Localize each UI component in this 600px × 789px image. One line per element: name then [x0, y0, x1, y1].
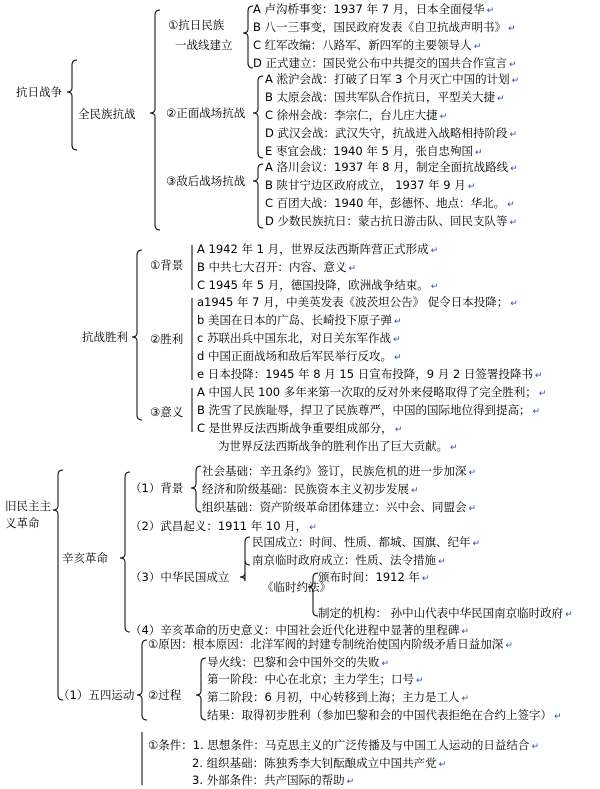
node-text: B 太原会战：国共军队合作抗日，平型关大捷	[265, 90, 496, 104]
node-text: A 1942 年 1 月，世界反法西斯阵营正式形成	[197, 242, 429, 256]
brace-jiuminzhu	[53, 470, 63, 700]
paragraph-mark-icon: ↵	[346, 777, 355, 787]
node-qmz	[78, 107, 136, 121]
node-c4	[265, 214, 517, 230]
node-text: ②胜利	[150, 332, 184, 346]
node-e2	[197, 313, 402, 329]
node-g2	[202, 482, 419, 498]
node-k2	[207, 690, 469, 706]
node-text: ①原因：根本原因：北洋军阀的封建专制统治使国内阶级矛盾日益加深	[148, 637, 504, 651]
paragraph-mark-icon: ↵	[430, 246, 439, 256]
node-text: 全民族抗战	[78, 107, 136, 121]
node-text: C 红军改编：八路军、新四军的主要领导人	[253, 38, 472, 52]
node-l3	[192, 773, 354, 789]
paragraph-mark-icon: ↵	[461, 694, 470, 704]
node-text: 南京临时政府成立：性质、法令措施	[252, 553, 436, 567]
node-c2	[265, 178, 475, 194]
brace-kzsl	[132, 250, 142, 420]
node-kzsl	[82, 330, 128, 344]
node-text: 结果：取得初步胜利（参加巴黎和会的中国代表拒绝在合约上签字）	[207, 708, 552, 722]
node-d1	[197, 242, 438, 258]
paragraph-mark-icon: ↵	[393, 317, 402, 327]
node-text: ①抗日民族	[168, 18, 225, 32]
node-x1	[130, 481, 183, 495]
node-k3	[207, 708, 562, 724]
paragraph-mark-icon: ↵	[392, 335, 401, 345]
paragraph-mark-icon: ↵	[474, 148, 483, 158]
paragraph-mark-icon: ↵	[394, 425, 403, 435]
paragraph-mark-icon: ↵	[532, 407, 541, 417]
node-s3h	[166, 174, 245, 188]
brace-kangri	[67, 60, 77, 150]
node-yy	[150, 405, 183, 419]
paragraph-mark-icon: ↵	[467, 182, 476, 192]
node-text: C 徐州会战：李宗仁，台儿庄大捷	[265, 108, 438, 122]
node-text: 抗战胜利	[82, 330, 128, 344]
node-text: B 洗雪了民族耻辱，捍卫了民族尊严，中国的国际地位得到提高；	[197, 403, 531, 417]
node-e1	[197, 295, 518, 311]
brace-xinhai	[120, 472, 130, 632]
paragraph-mark-icon: ↵	[510, 299, 518, 309]
brace-minguo	[240, 537, 250, 581]
node-i2	[318, 606, 573, 622]
node-b1	[265, 72, 519, 88]
paragraph-mark-icon: ↵	[421, 574, 430, 584]
node-text: 民国成立：时间、性质、都城、国旗、纪年	[252, 535, 471, 549]
node-text: d 中国正面战场和敌后军民举行反攻。	[197, 349, 392, 363]
paragraph-mark-icon: ↵	[486, 6, 495, 16]
node-text: A 中国人民 100 多年来第一次取的反对外来侵略取得了完全胜利；	[197, 385, 537, 399]
node-text: 第二阶段：6 月初，中心转移到上海；主力是工人	[207, 690, 460, 704]
brace-s2	[253, 76, 263, 158]
node-text: 一战线建立	[175, 38, 233, 52]
paragraph-mark-icon: ↵	[381, 659, 390, 669]
paragraph-mark-icon: ↵	[538, 389, 547, 399]
node-text: 辛亥革命	[62, 551, 108, 565]
brace-s1	[243, 6, 253, 68]
paragraph-mark-icon: ↵	[531, 742, 539, 752]
node-text: 《临时约法》	[262, 580, 331, 594]
node-text: 为世界反法西斯战争的胜利作出了巨大贡献。	[218, 439, 448, 453]
node-tj	[148, 738, 539, 754]
node-bj	[150, 258, 183, 272]
paragraph-mark-icon: ↵	[508, 24, 516, 34]
paragraph-mark-icon: ↵	[450, 443, 458, 453]
node-text: 经济和阶级基础：民族资本主义初步发展	[202, 482, 409, 496]
node-h1	[252, 535, 480, 551]
node-c3	[265, 196, 515, 212]
paragraph-mark-icon: ↵	[511, 76, 520, 86]
node-d2	[197, 260, 356, 276]
node-f3	[197, 421, 402, 437]
paragraph-mark-icon: ↵	[468, 504, 477, 514]
node-jmz2	[5, 516, 40, 530]
paragraph-mark-icon: ↵	[472, 539, 481, 549]
node-text: （1）五四运动	[58, 688, 135, 702]
paragraph-mark-icon: ↵	[468, 468, 477, 478]
node-text: ②正面战场抗战	[166, 106, 246, 120]
node-xh	[62, 551, 108, 565]
node-text: ①条件：1. 思想条件：马克思主义的广泛传播及与中国工人运动的日益结合	[148, 738, 530, 752]
node-text: D 少数民族抗日：蒙古抗日游击队、回民支队等	[265, 214, 508, 228]
node-text: A 淞沪会战：打破了日军 3 个月灭亡中国的计划	[265, 72, 510, 86]
node-text: E 枣宜会战：1940 年 5 月，张自忠殉国	[265, 144, 473, 158]
node-j1	[207, 655, 389, 671]
node-i1	[318, 570, 429, 586]
node-text: D 武汉会战：武汉失守，抗战进入战略相持阶段	[265, 126, 508, 140]
brace-quanminzu	[150, 10, 160, 230]
node-text: 3. 外部条件：共产国际的帮助	[192, 773, 345, 787]
node-a3	[253, 38, 481, 54]
node-text: B 八一三事变，国民政府发表《自卫抗战声明书》	[253, 20, 507, 34]
node-text: ③意义	[150, 405, 184, 419]
node-l2	[192, 756, 446, 772]
paragraph-mark-icon: ↵	[505, 641, 513, 651]
node-e3	[197, 331, 401, 347]
node-text: ①背景	[150, 258, 184, 272]
node-gc	[148, 688, 181, 702]
paragraph-mark-icon: ↵	[509, 60, 517, 70]
node-jmz	[5, 499, 51, 513]
paragraph-mark-icon: ↵	[393, 353, 402, 363]
paragraph-mark-icon: ↵	[497, 94, 505, 104]
node-s2h	[166, 106, 245, 120]
node-text: ②过程	[148, 688, 182, 702]
node-text: （2）武昌起义：1911 年 10 月，	[130, 519, 308, 533]
node-d3	[197, 278, 438, 294]
node-e4	[197, 349, 402, 365]
paragraph-mark-icon: ↵	[461, 627, 469, 637]
node-text: b 美国在日本的广岛、长崎投下原子弹	[197, 313, 392, 327]
node-text: （1）背景	[130, 481, 184, 495]
node-h2	[252, 553, 446, 569]
node-a2	[253, 20, 516, 36]
node-text: 社会基础：辛丑条约》签订，民族危机的进一步加深	[202, 464, 467, 478]
node-c1	[265, 160, 518, 176]
node-text: A 卢沟桥事变：1937 年 7 月，日本全面侵华	[253, 2, 485, 16]
node-f2	[197, 403, 540, 419]
node-b3	[265, 108, 447, 124]
node-ws	[58, 688, 134, 702]
paragraph-mark-icon: ↵	[565, 610, 573, 620]
node-k1	[207, 672, 424, 688]
paragraph-mark-icon: ↵	[430, 282, 439, 292]
paragraph-mark-icon: ↵	[416, 676, 424, 686]
node-text: a1945 年 7 月，中美英发表《波茨坦公告》 促令日本投降；	[197, 295, 509, 309]
node-s1h	[168, 18, 224, 32]
node-f1	[197, 385, 546, 401]
node-text: c 苏联出兵中国东北，对日关东军作战	[197, 331, 391, 345]
node-g1	[202, 464, 476, 480]
node-text: C 是世界反法西斯战争重要组成部分，	[197, 421, 393, 435]
paragraph-mark-icon: ↵	[509, 218, 518, 228]
node-text: （3）中华民国成立	[130, 570, 230, 584]
node-e5	[197, 367, 542, 383]
node-text: （4）辛亥革命的历史意义：中国社会近代化进程中显著的里程碑	[130, 623, 460, 637]
node-text: 第一阶段：中心在北京；主力学生；口号	[207, 672, 414, 686]
paragraph-mark-icon: ↵	[509, 130, 518, 140]
paragraph-mark-icon: ↵	[534, 371, 543, 381]
node-text: B 陕甘宁边区政府成立， 1937 年 9 月	[265, 178, 466, 192]
node-text: 颁布时间：1912 年	[318, 570, 420, 584]
paragraph-mark-icon: ↵	[439, 112, 448, 122]
paragraph-mark-icon: ↵	[507, 200, 515, 210]
paragraph-mark-icon: ↵	[510, 164, 518, 174]
node-f4	[218, 439, 458, 455]
node-text: D 正式建立：国民党公布中共提交的国共合作宣言	[253, 56, 508, 70]
node-a1	[253, 2, 494, 18]
paragraph-mark-icon: ↵	[554, 712, 562, 722]
node-text: B 中共七大召开：内容、意义	[197, 260, 347, 274]
node-text: 导火线：巴黎和会中国外交的失败	[207, 655, 380, 669]
node-b4	[265, 126, 517, 142]
node-text: 抗日战争	[16, 85, 62, 99]
node-text: 旧民主主	[5, 499, 51, 513]
brace-x-beijing	[191, 466, 201, 512]
node-b5	[265, 144, 483, 160]
node-text: e 日本投降：1945 年 8 月 15 日宣布投降，9 月 2 日签署投降书	[197, 367, 533, 381]
node-sl	[150, 332, 183, 346]
node-text: 义革命	[5, 516, 40, 530]
node-text: 2. 组织基础：陈独秀李大钊酝酿成立中国共产党	[192, 756, 437, 770]
node-yyn	[148, 637, 513, 653]
node-s1h2	[175, 38, 233, 52]
node-g3	[202, 500, 476, 516]
node-text: ③敌后战场抗战	[166, 174, 246, 188]
paragraph-mark-icon: ↵	[411, 486, 419, 496]
node-text: 制定的机构： 孙中山代表中华民国南京临时政府	[318, 606, 564, 620]
brace-wusi	[137, 640, 147, 720]
node-text: A 洛川会议：1937 年 8 月，制定全面抗战路线	[265, 160, 509, 174]
node-x3	[130, 570, 229, 584]
node-a4	[253, 56, 517, 72]
node-text: C 百团大战：1940 年，彭德怀、地点：华北。	[265, 196, 506, 210]
paragraph-mark-icon: ↵	[348, 264, 357, 274]
node-b2	[265, 90, 505, 106]
paragraph-mark-icon: ↵	[438, 557, 446, 567]
node-x2	[130, 519, 317, 535]
node-text: C 1945 年 5 月，德国投降，欧洲战争结束。	[197, 278, 429, 292]
paragraph-mark-icon: ↵	[473, 42, 482, 52]
paragraph-mark-icon: ↵	[309, 523, 317, 533]
brace-guocheng	[196, 658, 206, 720]
paragraph-mark-icon: ↵	[438, 760, 447, 770]
node-text: 组织基础：资产阶级革命团体建立：兴中会、同盟会	[202, 500, 467, 514]
brace-s3	[253, 164, 263, 228]
node-kz	[16, 85, 62, 99]
